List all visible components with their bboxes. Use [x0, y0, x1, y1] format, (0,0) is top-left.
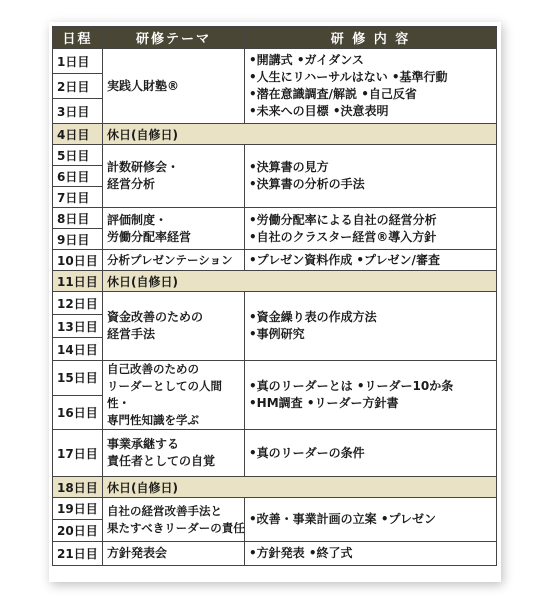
content-cell [245, 49, 497, 124]
day-cell: 2日目 [53, 74, 103, 99]
day-cell: 12日目 [53, 292, 103, 315]
theme-line: 専門性知識を学ぶ [107, 413, 199, 427]
theme-cell [103, 498, 245, 542]
day-cell: 16日目 [53, 395, 103, 430]
content-cell [245, 145, 497, 208]
content-line: •決算書の見方 [249, 160, 329, 174]
theme-line: 責任者としての自覚 [107, 454, 216, 468]
day-cell: 4日目 [53, 124, 103, 145]
day-cell: 14日目 [53, 338, 103, 361]
table-row [53, 542, 497, 566]
theme-line: 評価制度・ [107, 212, 168, 227]
training-schedule-table [52, 26, 497, 566]
table-row [53, 498, 497, 520]
theme-cell [103, 361, 245, 430]
content-cell [245, 208, 497, 250]
day-cell: 9日目 [53, 229, 103, 250]
header-theme: 研修テーマ [103, 27, 245, 49]
theme-cell: 方針発表会 [103, 542, 245, 566]
day-cell: 19日目 [53, 498, 103, 520]
holiday-row [53, 271, 497, 292]
theme-line: 事業承継する [107, 437, 180, 451]
theme-cell [103, 208, 245, 250]
day-cell: 18日目 [53, 477, 103, 498]
day-cell: 8日目 [53, 208, 103, 229]
theme-cell [103, 430, 245, 477]
theme-line: 経営分析 [107, 177, 156, 191]
table-row [53, 49, 497, 74]
table-row [53, 208, 497, 229]
day-cell: 17日目 [53, 430, 103, 477]
theme-line: 計数研修会・ [107, 160, 180, 174]
theme-cell [103, 145, 245, 208]
theme-line: 資金改善のための [107, 310, 204, 324]
table-row [53, 430, 497, 477]
content-line: •労働分配率による自社の経営分析 [249, 212, 437, 227]
content-line: •自社のクラスター経営®導入方針 [249, 229, 437, 244]
day-cell: 13日目 [53, 315, 103, 338]
theme-line: 労働分配率経営 [107, 229, 192, 244]
content-line: •潜在意識調査/解説 •自己反省 [249, 87, 417, 101]
table-row [53, 292, 497, 315]
theme-line: 果たすべきリーダーの責任 [107, 520, 245, 535]
theme-cell [103, 292, 245, 361]
holiday-label: 休日(自修日) [103, 477, 497, 498]
holiday-label: 休日(自修日) [103, 124, 497, 145]
day-cell: 21日目 [53, 542, 103, 566]
day-cell: 1日目 [53, 49, 103, 74]
content-line: •決算書の分析の手法 [249, 177, 365, 191]
content-cell: •方針発表 •終了式 [245, 542, 497, 566]
day-cell: 7日目 [53, 187, 103, 208]
table-row [53, 145, 497, 166]
content-line: •開講式 •ガイダンス [249, 53, 364, 67]
content-line: •資金繰り表の作成方法 [249, 310, 377, 324]
content-line: •未来への目標 •決意表明 [249, 104, 389, 118]
content-cell [245, 292, 497, 361]
theme-line: 経営手法 [107, 327, 156, 341]
day-cell: 3日目 [53, 99, 103, 124]
content-cell: •改善・事業計画の立案 •プレゼン [245, 498, 497, 542]
holiday-label: 休日(自修日) [103, 271, 497, 292]
header-row [53, 27, 497, 49]
holiday-row [53, 477, 497, 498]
content-line: •HM調査 •リーダー方針書 [249, 396, 399, 410]
table-row [53, 361, 497, 396]
content-cell [245, 361, 497, 430]
theme-line: 自己改善のための [107, 362, 199, 376]
content-line: •真のリーダーとは •リーダー10か条 [249, 379, 454, 393]
theme-line: リーダーとしての人間性・ [107, 379, 222, 410]
content-cell: •プレゼン資料作成 •プレゼン/審査 [245, 250, 497, 271]
theme-cell: 実践人財塾® [103, 49, 245, 124]
day-cell: 5日目 [53, 145, 103, 166]
content-line: •事例研究 [249, 327, 305, 341]
day-cell: 20日目 [53, 520, 103, 542]
day-cell: 15日目 [53, 361, 103, 396]
theme-cell: 分析プレゼンテーション [103, 250, 245, 271]
holiday-row [53, 124, 497, 145]
day-cell: 6日目 [53, 166, 103, 187]
header-day: 日程 [53, 27, 103, 49]
day-cell: 10日目 [53, 250, 103, 271]
content-line: •人生にリハーサルはない •基準行動 [249, 70, 448, 84]
table-row [53, 250, 497, 271]
day-cell: 11日目 [53, 271, 103, 292]
content-cell: •真のリーダーの条件 [245, 430, 497, 477]
header-content: 研 修 内 容 [245, 27, 497, 49]
theme-line: 自社の経営改善手法と [107, 503, 222, 518]
